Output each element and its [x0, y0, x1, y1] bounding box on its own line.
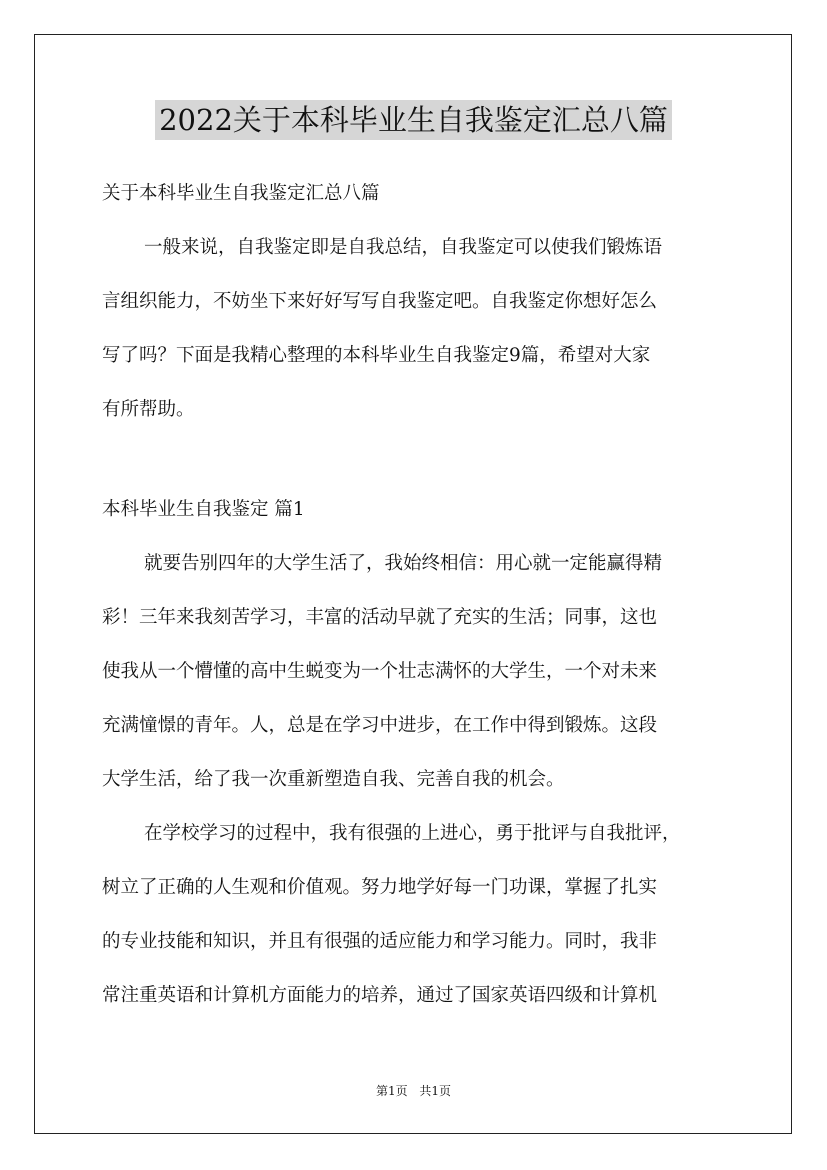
- paragraph-line: 使我从一个懵懂的高中生蜕变为一个壮志满怀的大学生，一个对未来: [102, 661, 658, 682]
- body-paragraph-1: [102, 546, 732, 816]
- paragraph-line: 就要告别四年的大学生活了，我始终相信：用心就一定能赢得精: [144, 553, 663, 574]
- page-footer: [0, 1082, 827, 1099]
- paragraph-line: 在学校学习的过程中，我有很强的上进心，勇于批评与自我批评，: [144, 823, 681, 844]
- intro-line: 言组织能力，不妨坐下来好好写写自我鉴定吧。自我鉴定你想好怎么: [102, 291, 658, 312]
- paragraph-line: 彩！三年来我刻苦学习，丰富的活动早就了充实的生活；同事，这也: [102, 607, 658, 628]
- intro-paragraph: [102, 230, 732, 446]
- document-body: [102, 176, 732, 1032]
- section-spacer: [102, 446, 732, 492]
- paragraph-line: 树立了正确的人生观和价值观。努力地学好每一门功课，掌握了扎实: [102, 877, 658, 898]
- intro-line: 写了吗？下面是我精心整理的本科毕业生自我鉴定9篇，希望对大家: [102, 345, 651, 366]
- document-subtitle: 关于本科毕业生自我鉴定汇总八篇: [102, 183, 380, 204]
- intro-line: 一般来说，自我鉴定即是自我总结，自我鉴定可以使我们锻炼语: [144, 237, 663, 258]
- intro-line: 有所帮助。: [102, 399, 195, 420]
- title-container: [0, 100, 827, 140]
- paragraph-line: 大学生活，给了我一次重新塑造自我、完善自我的机会。: [102, 769, 565, 790]
- page-number-total: 共1页: [419, 1084, 452, 1098]
- document-title: 2022关于本科毕业生自我鉴定汇总八篇: [155, 100, 672, 140]
- paragraph-line: 常注重英语和计算机方面能力的培养，通过了国家英语四级和计算机: [102, 985, 658, 1006]
- body-paragraph-2: [102, 816, 732, 1032]
- page-number-current: 第1页: [375, 1084, 408, 1098]
- paragraph-line: 充满憧憬的青年。人，总是在学习中进步，在工作中得到锻炼。这段: [102, 715, 658, 736]
- paragraph-line: 的专业技能和知识，并且有很强的适应能力和学习能力。同时，我非: [102, 931, 658, 952]
- section-heading: 本科毕业生自我鉴定 篇1: [102, 499, 305, 520]
